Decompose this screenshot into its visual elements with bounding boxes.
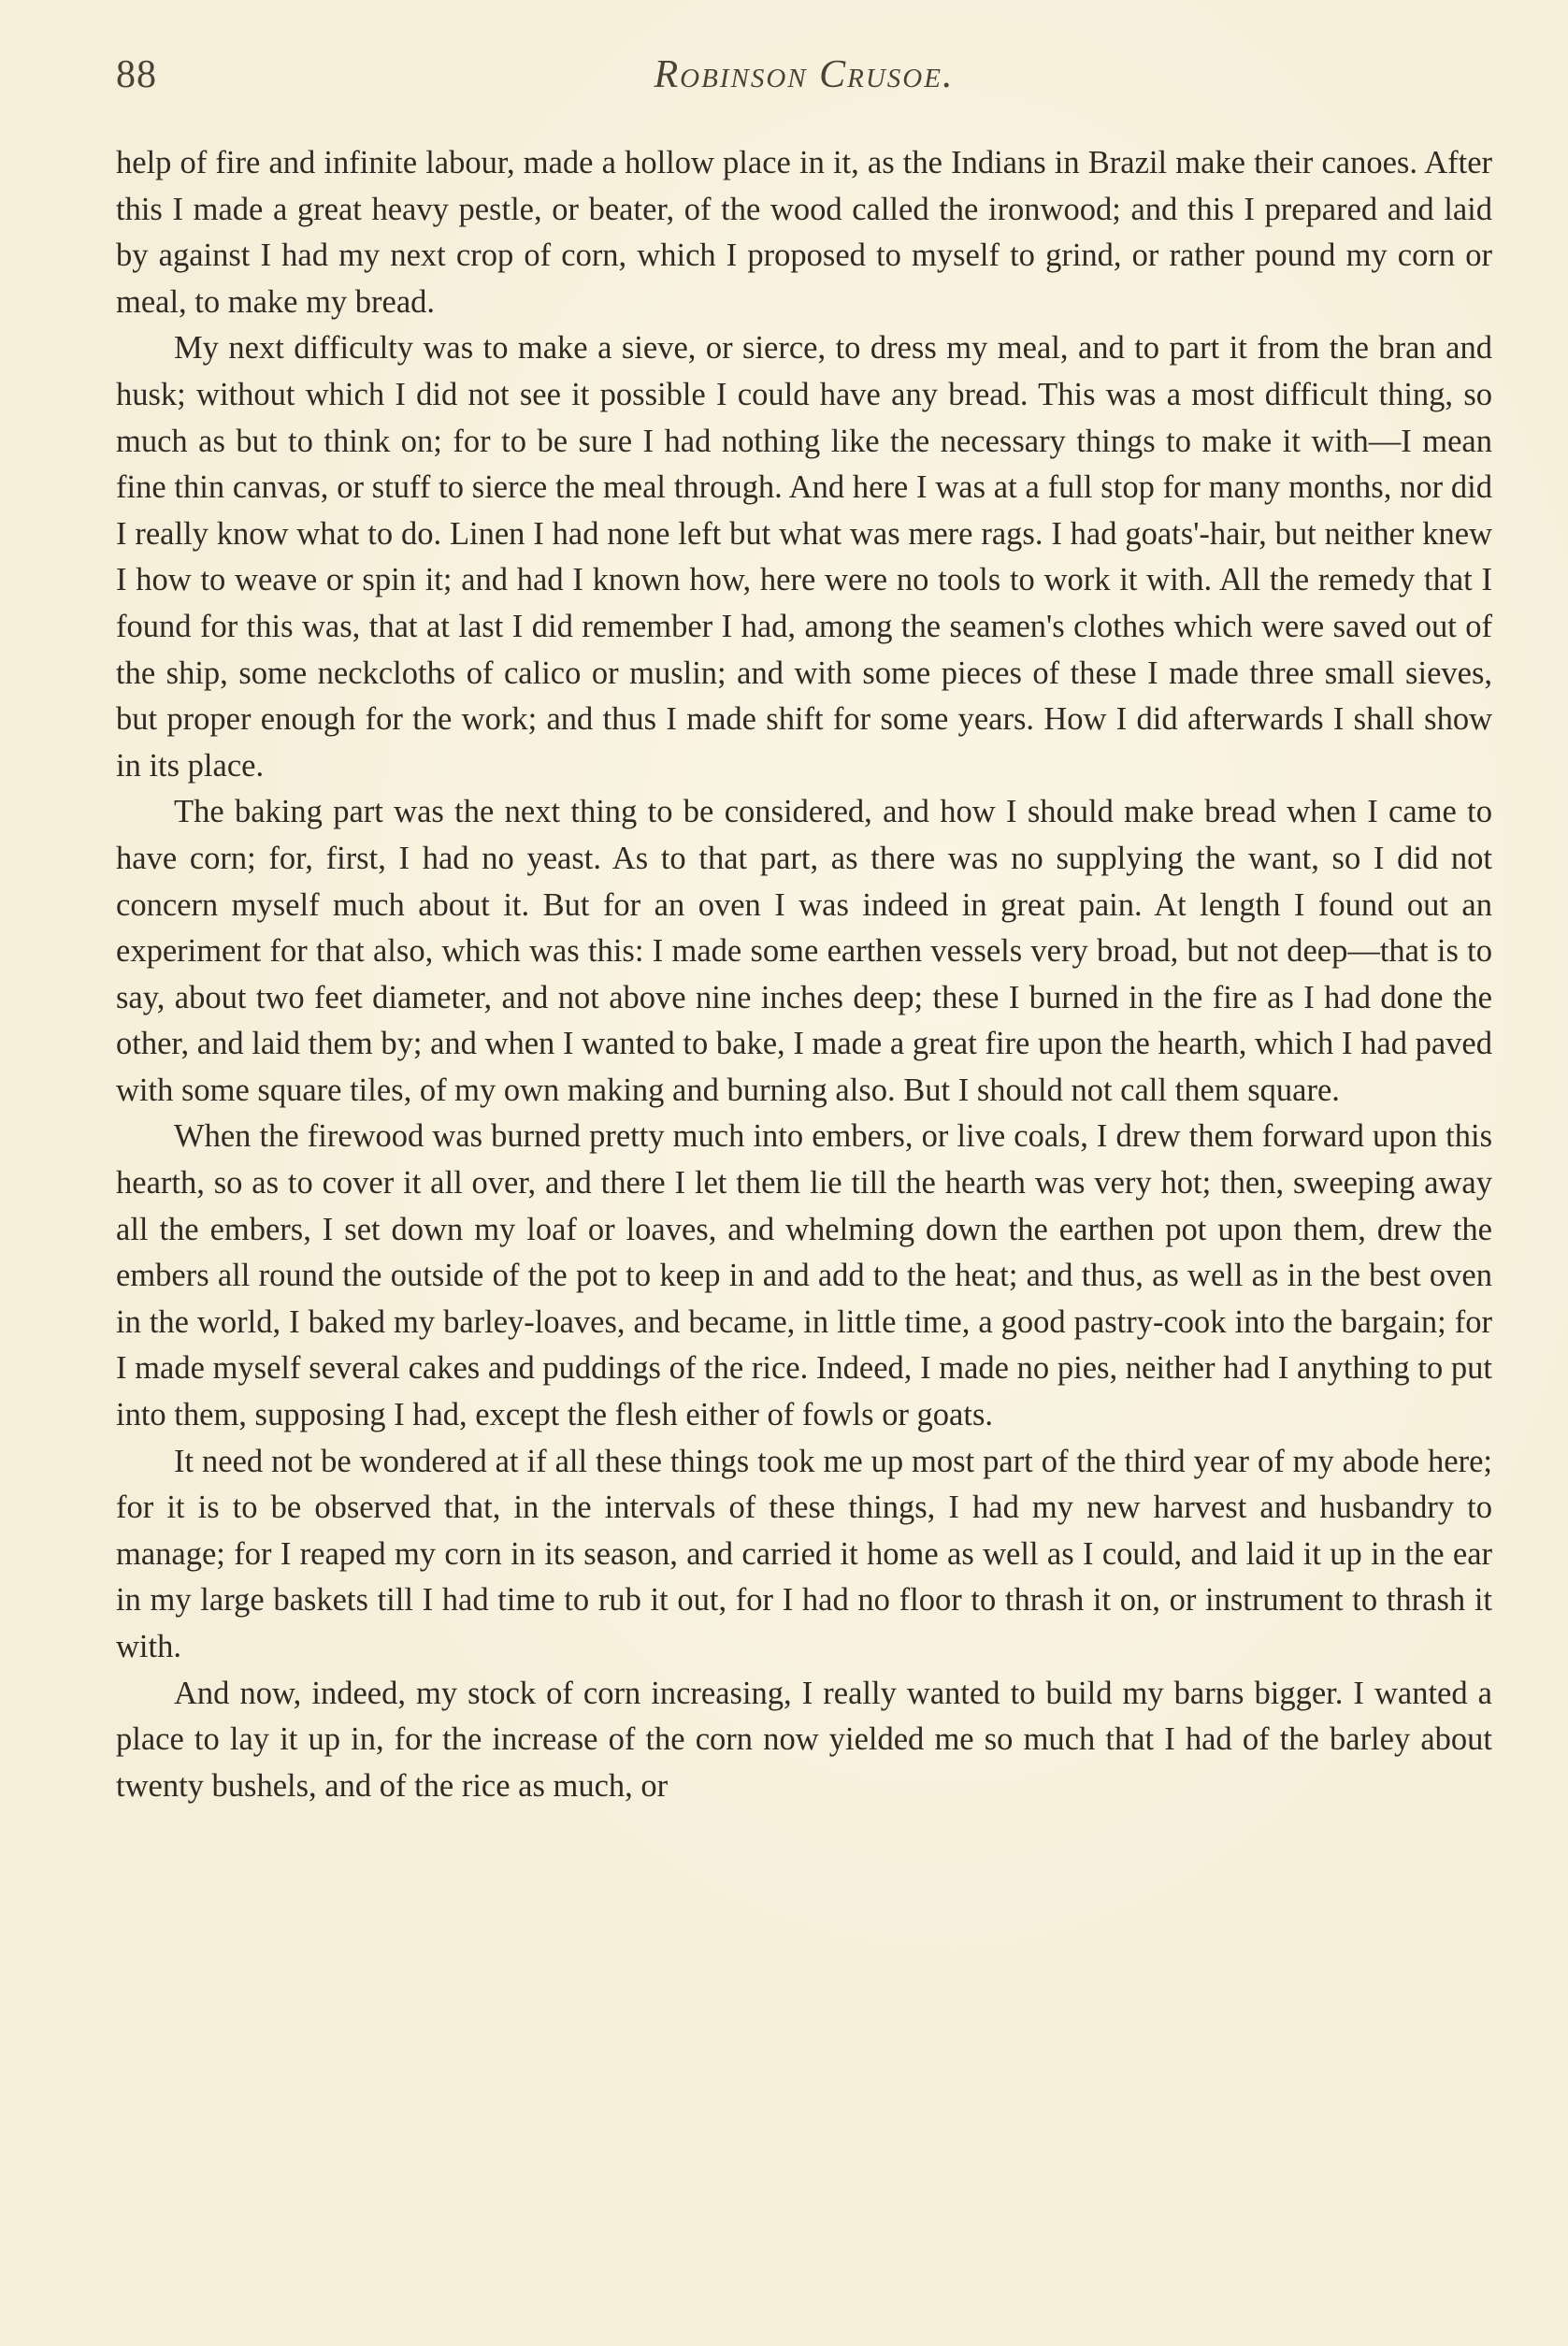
paragraph-5: It need not be wondered at if all these things took me up most part of the third year of my abode here; for it is to be observed that, in the intervals of these things, I had my new harvest and husbandry to manage; for I reaped my corn in its season, and carried it home as well as I could, and laid it up in the ear in my large baskets till I had time to rub it out, for I had no floor to thrash it on, or instrument to thrash it with.	[116, 1443, 1492, 1664]
running-head	[116, 52, 1492, 108]
paragraph-4: When the firewood was burned pretty much into embers, or live coals, I drew them forward upon this hearth, so as to cover it all over, and there I let them lie till the hearth was very hot; then, sweeping away all the embers, I set down my loaf or loaves, and whelming down the earthen pot upon them, drew the embers all round the outside of the pot to keep in and add to the heat; and thus, as well as in the best oven in the world, I baked my barley-loaves, and became, in little time, a good pastry-cook into the bargain; for I made myself several cakes and puddings of the rice. Indeed, I made no pies, neither had I anything to put into them, supposing I had, except the flesh either of fowls or goats.	[116, 1118, 1492, 1433]
body-text	[116, 140, 1492, 1809]
paragraph-6: And now, indeed, my stock of corn increasing, I really wanted to build my barns bigger. I wanted a place to lay it up in, for the increase of the corn now yielded me so much that I had of the barley about twenty bushels, and of the rice as much, or	[116, 1675, 1492, 1804]
page-number: 88	[116, 53, 157, 96]
paragraph-3: The baking part was the next thing to be considered, and how I should make bread when I came to have corn; for, first, I had no yeast. As to that part, as there was no supplying the want, so I did not concern myself much about it. But for an oven I was indeed in great pain. At length I found out an experiment for that also, which was this: I made some earthen vessels very broad, but not deep—that is to say, about two feet diameter, and not above nine inches deep; these I burned in the fire as I had done the other, and laid them by; and when I wanted to bake, I made a great fire upon the hearth, which I had paved with some square tiles, of my own making and burning also. But I should not call them square.	[116, 794, 1492, 1108]
paragraph-1: help of fire and infinite labour, made a hollow place in it, as the Indians in Brazil make their canoes. After this I made a great heavy pestle, or beater, of the wood called the ironwood; and this I prepared and laid by against I had my next crop of corn, which I proposed to myself to grind, or rather pound my corn or meal, to make my bread.	[116, 145, 1492, 320]
running-title: Robinson Crusoe.	[654, 53, 955, 96]
paragraph-2: My next difficulty was to make a sieve, or sierce, to dress my meal, and to part it from the bran and husk; without which I did not see it possible I could have any bread. This was a most difficult thing, so much as but to think on; for to be sure I had nothing like the necessary things to make it with—I mean fine thin canvas, or stuff to sierce the meal through. And here I was at a full stop for many months, nor did I really know what to do. Linen I had none left but what was mere rags. I had goats'-hair, but neither knew I how to weave or spin it; and had I known how, here were no tools to work it with. All the remedy that I found for this was, that at last I did remember I had, among the seamen's clothes which were saved out of the ship, some neckcloths of calico or muslin; and with some pieces of these I made three small sieves, but proper enough for the work; and thus I made shift for some years. How I did afterwards I shall show in its place.	[116, 330, 1492, 784]
